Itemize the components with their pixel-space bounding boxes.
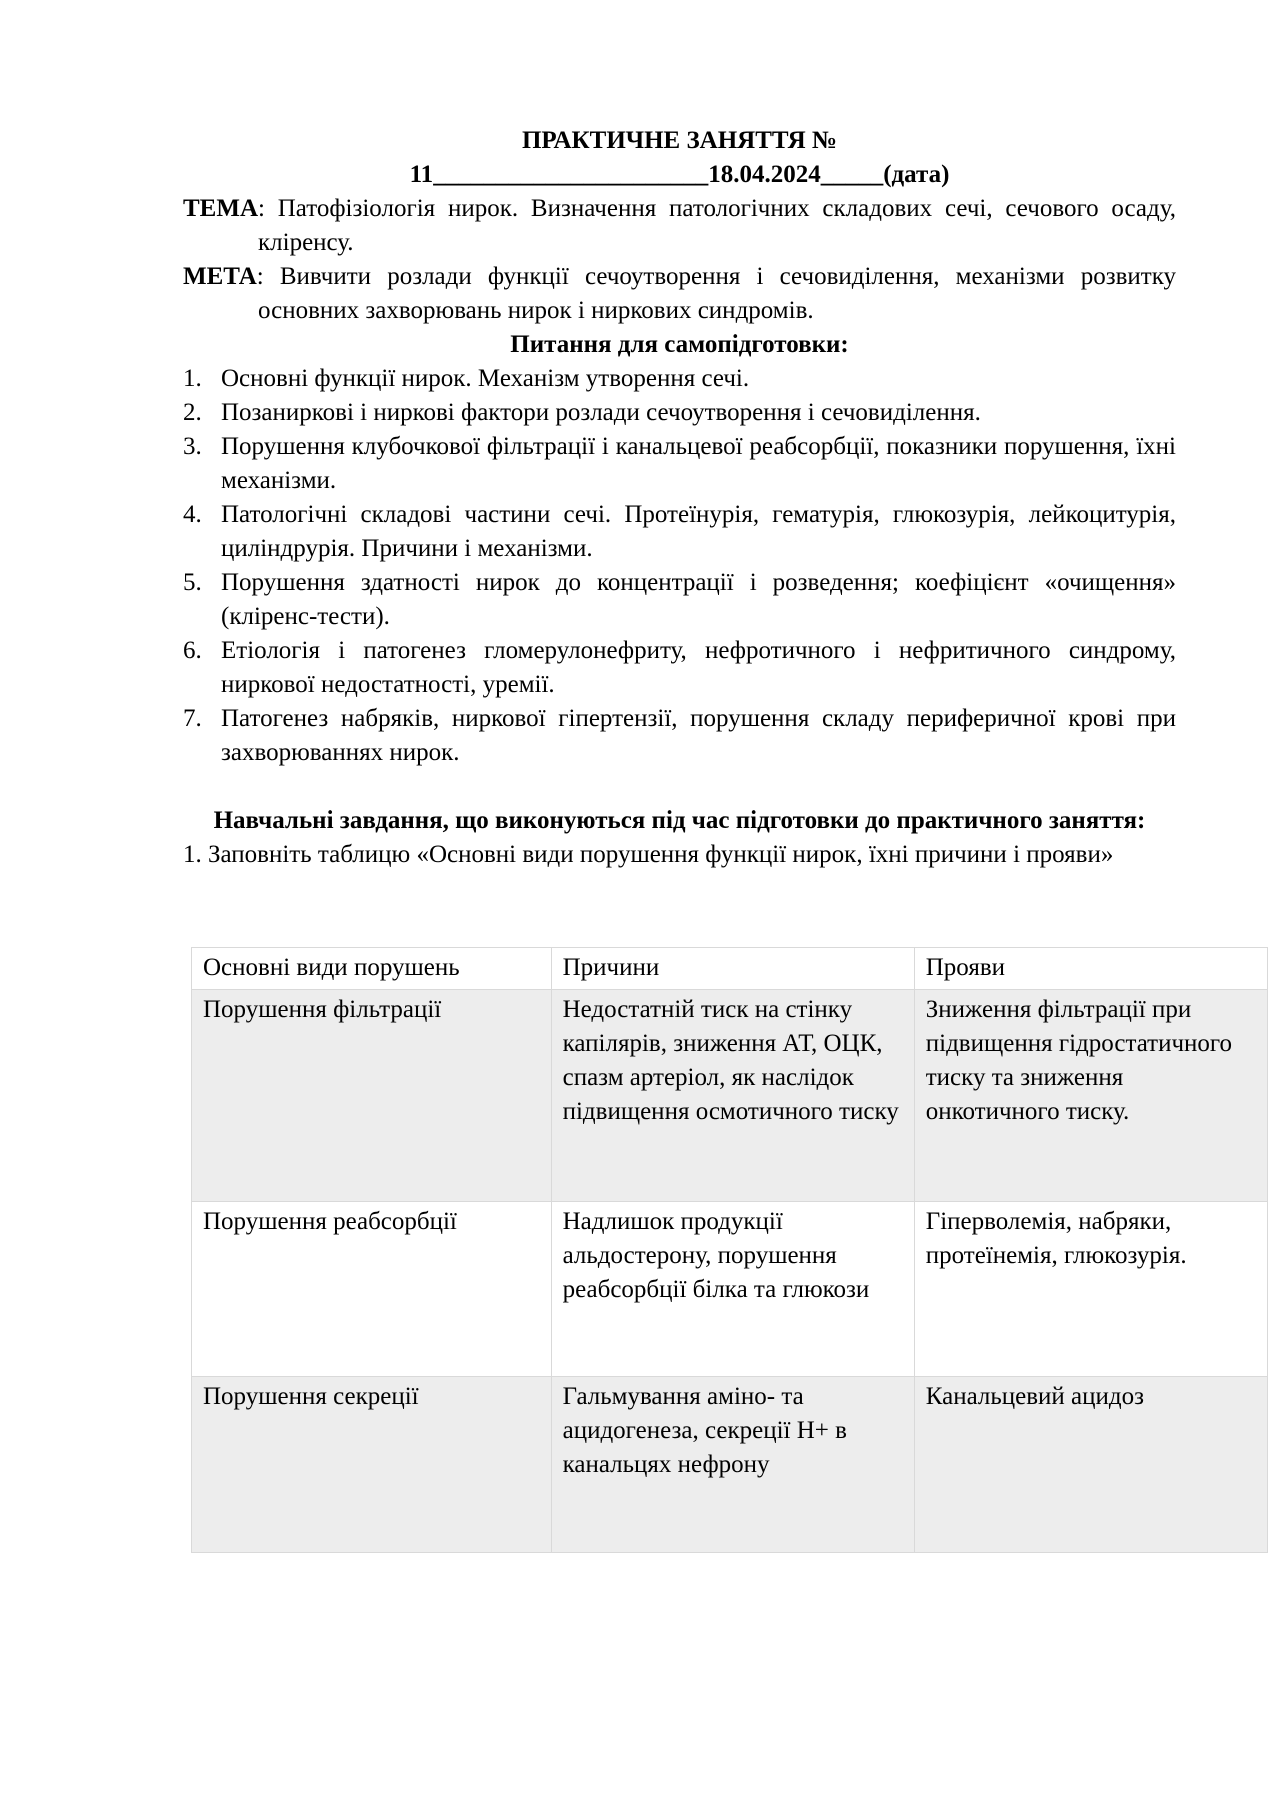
list-item: [183, 498, 1176, 566]
list-item-text: Позаниркові і ниркові фактори розлади сечоутворення і сечовиділення.: [221, 399, 981, 426]
list-item-number: 7.: [183, 705, 202, 732]
topic-label: ТЕМА: [183, 195, 258, 222]
list-item-number: 5.: [183, 569, 202, 596]
goal-paragraph: [183, 260, 1176, 328]
questions-heading: Питання для самопідготовки:: [510, 331, 849, 358]
table-cell-type: Порушення реабсорбції: [192, 1202, 552, 1377]
table-header-cell: Причини: [551, 948, 914, 990]
questions-list: [183, 362, 1176, 770]
lesson-number: 11: [409, 161, 434, 188]
table-header-row: [192, 948, 1268, 990]
table-row: [192, 1377, 1268, 1553]
table-header-cell: Основні види порушень: [192, 948, 552, 990]
list-item-number: 1.: [183, 365, 202, 392]
table-cell-manifestations: Гіперволемія, набряки, протеїнемія, глюкозурія.: [914, 1202, 1267, 1377]
list-item-number: 4.: [183, 501, 202, 528]
list-item-text: Патологічні складові частини сечі. Протеїнурія, гематурія, глюкозурія, лейкоцитурія, циліндрурія. Причини і механізми.: [221, 501, 1176, 562]
table-cell-type: Порушення секреції: [192, 1377, 552, 1553]
list-item: [183, 702, 1176, 770]
table-cell-manifestations: Канальцевий ацидоз: [914, 1377, 1267, 1553]
table-cell-causes: Надлишок продукції альдостерону, порушення реабсорбції білка та глюкози: [551, 1202, 914, 1377]
lesson-date: 18.04.2024: [708, 161, 821, 188]
lesson-number-date-line: [183, 158, 1176, 192]
blank-line-2: _____: [820, 161, 884, 188]
list-item-text: Порушення здатності нирок до концентрації і розведення; коефіцієнт «очищення» (кліренс-тести).: [221, 569, 1176, 630]
kidney-disorders-table: [191, 947, 1268, 1553]
list-item-text: Патогенез набряків, ниркової гіпертензії, порушення складу периферичної крові при захворюваннях нирок.: [221, 705, 1176, 766]
list-item-text: Порушення клубочкової фільтрації і канальцевої реабсорбції, показники порушення, їхні механізми.: [221, 433, 1176, 494]
list-item-text: Основні функції нирок. Механізм утворення сечі.: [221, 365, 750, 392]
topic-text: : Патофізіологія нирок. Визначення патологічних складових сечі, сечового осаду, кліренсу.: [258, 195, 1176, 256]
table-header-cell: Прояви: [914, 948, 1267, 990]
list-item: [183, 362, 1176, 396]
list-item: [183, 634, 1176, 702]
blank-spacer: [183, 770, 1176, 804]
list-item-number: 3.: [183, 433, 202, 460]
document-page: [183, 124, 1176, 872]
list-item-number: 2.: [183, 399, 202, 426]
list-item-text: Етіологія і патогенез гломерулонефриту, нефротичного і нефритичного синдрому, ниркової недостатності, уремії.: [221, 637, 1176, 698]
list-item: [183, 566, 1176, 634]
topic-paragraph: [183, 192, 1176, 260]
table-cell-causes: Недостатній тиск на стінку капілярів, зниження АТ, ОЦК, спазм артеріол, як наслідок підвищення осмотичного тиску: [551, 990, 914, 1202]
list-item-number: 6.: [183, 637, 202, 664]
list-item: [183, 430, 1176, 498]
table-cell-type: Порушення фільтрації: [192, 990, 552, 1202]
lesson-title: [183, 124, 1176, 158]
task-1-text: 1. Заповніть таблицю «Основні види порушення функції нирок, їхні причини і прояви»: [183, 841, 1114, 868]
lesson-title-text: ПРАКТИЧНЕ ЗАНЯТТЯ №: [521, 127, 838, 154]
goal-label: МЕТА: [183, 263, 257, 290]
goal-text: : Вивчити розлади функції сечоутворення і сечовиділення, механізми розвитку основних захворювань нирок і ниркових синдромів.: [256, 263, 1176, 324]
tasks-heading: Навчальні завдання, що виконуються під час підготовки до практичного заняття:: [213, 807, 1146, 834]
table-cell-manifestations: Зниження фільтрації при підвищення гідростатичного тиску та зниження онкотичного тиску.: [914, 990, 1267, 1202]
blank-line-1: ______________________: [433, 161, 709, 188]
date-label: (дата): [883, 161, 950, 188]
table-row: [192, 1202, 1268, 1377]
table-cell-causes: Гальмування аміно- та ацидогенеза, секреції Н+ в канальцях нефрону: [551, 1377, 914, 1553]
list-item: [183, 396, 1176, 430]
table-row: [192, 990, 1268, 1202]
